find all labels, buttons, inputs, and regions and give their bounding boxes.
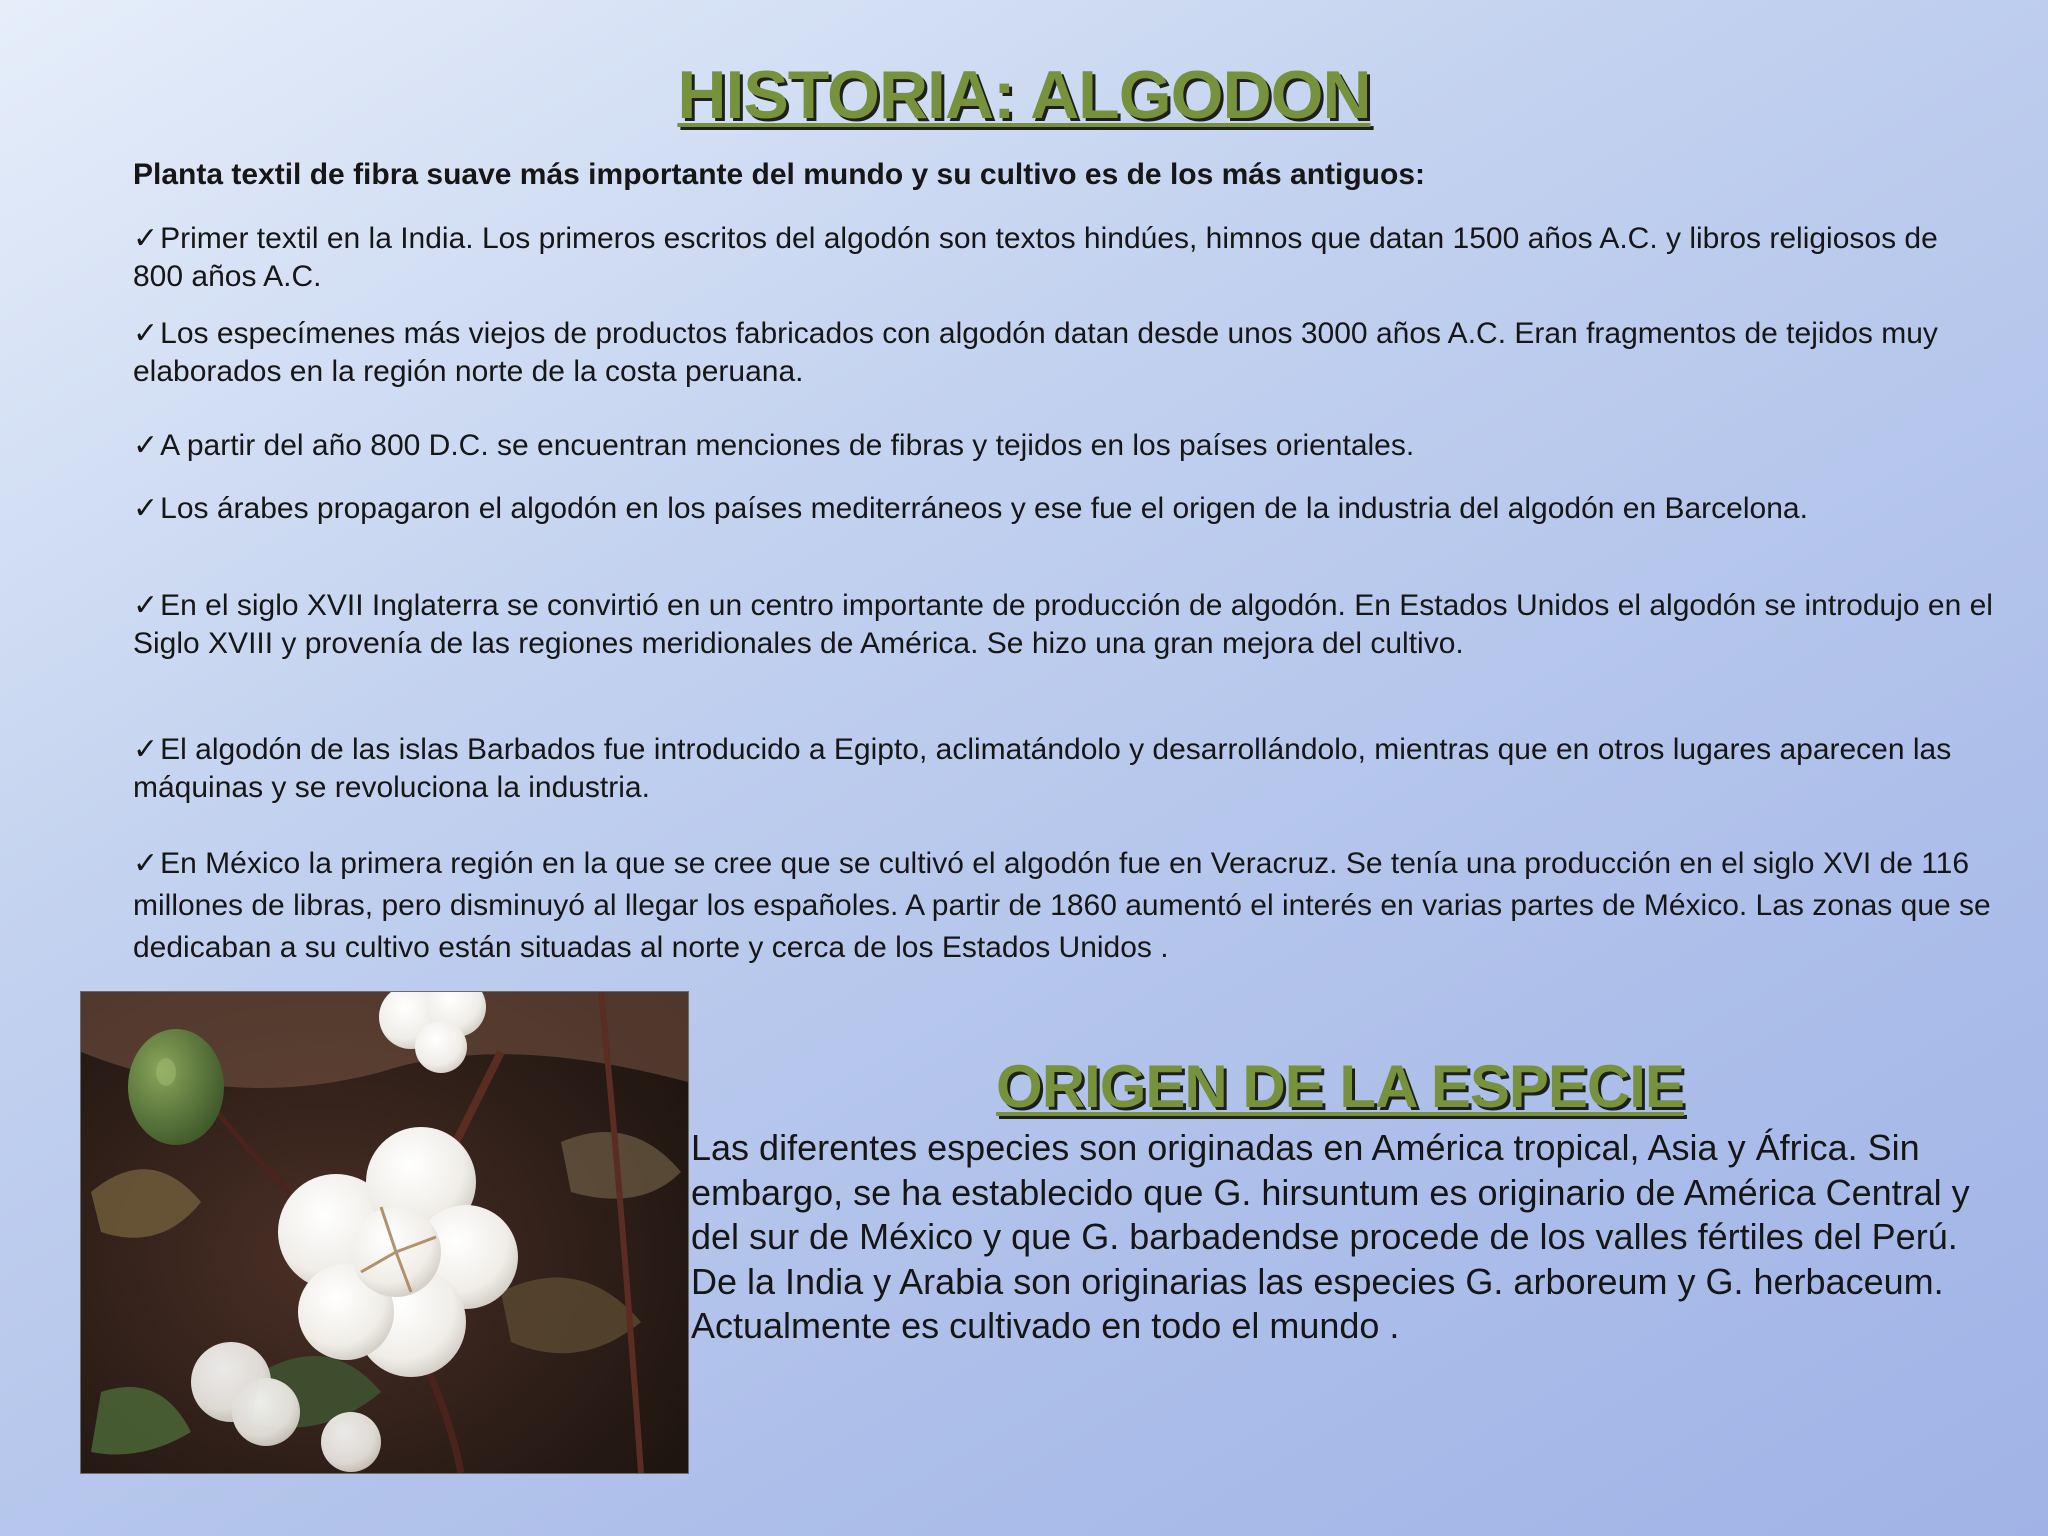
bullet-mexico: ✓ En México la primera región en la que se cree que se cultivó el algodón fue en Veracruz. Se tenía una producción en el siglo XVI de 116 millones de libras, pero disminuyó al llegar los españoles. A partir de 1860 aumentó el interés en varias partes de México. Las zonas que se dedicaban a su cultivo están situadas al norte y cerca de los Estados Unidos . <box>133 843 1993 969</box>
origin-text: Las diferentes especies son originadas en América tropical, Asia y África. Sin embargo, se ha establecido que G. hirsuntum es originario de América Central y del sur de México y que G. barbadendse procede de los valles fértiles del Perú. De la India y Arabia son originarias las especies G. arboreum y G. herbaceum. Actualmente es cultivado en todo el mundo . <box>691 1127 1970 1346</box>
bullet-oriente: ✓ A partir del año 800 D.C. se encuentran menciones de fibras y tejidos en los países orientales. <box>133 427 1993 465</box>
bullet-egipto: ✓ El algodón de las islas Barbados fue introducido a Egipto, aclimatándolo y desarrollándolo, mientras que en otros lugares aparecen las máquinas y se revoluciona la industria. <box>133 731 1993 807</box>
bullet-peru: ✓ Los especímenes más viejos de productos fabricados con algodón datan desde unos 3000 años A.C. Eran fragmentos de tejidos muy elaborados en la región norte de la costa peruana. <box>133 315 1993 391</box>
origin-title: ORIGEN DE LA ESPECIE <box>996 1053 1684 1120</box>
intro-text: Planta textil de fibra suave más importante del mundo y su cultivo es de los más antiguos: <box>133 158 1425 191</box>
bullet-inglaterra: ✓ En el siglo XVII Inglaterra se convirtió en un centro importante de producción de algodón. En Estados Unidos el algodón se introdujo en el Siglo XVIII y provenía de las regiones meridionales de América. Se hizo una gran mejora del cultivo. <box>133 587 1993 663</box>
cotton-boll-photo <box>80 991 689 1474</box>
bullet-india: ✓ Primer textil en la India. Los primeros escritos del algodón son textos hindúes, himnos que datan 1500 años A.C. y libros religiosos de 800 años A.C. <box>133 220 1993 296</box>
page-title: HISTORIA: ALGODON <box>677 57 1371 133</box>
bullet-arabes: ✓ Los árabes propagaron el algodón en los países mediterráneos y ese fue el origen de la industria del algodón en Barcelona. <box>133 490 1993 528</box>
